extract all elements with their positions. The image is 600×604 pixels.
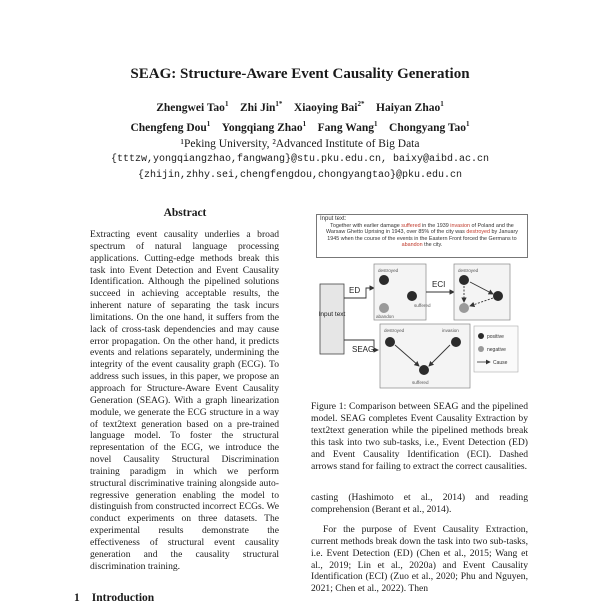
seag-node-suffered-label: suffered: [412, 380, 429, 385]
abstract-heading: Abstract: [163, 207, 207, 219]
seag-node-destroyed-label: destroyed: [384, 328, 405, 333]
eci-node-suffered: [493, 291, 503, 301]
section-title: Introduction: [91, 592, 155, 604]
author-affiliation-mark: 1*: [275, 100, 283, 108]
input-text-segment: of Poland and the Warsaw Ghetto Uprising in 1943, over 85% of the city was: [326, 223, 514, 236]
author-affiliation-mark: 1: [440, 100, 444, 108]
event-trigger-word: abandon: [401, 241, 423, 248]
eci-node-abandon: [459, 303, 469, 313]
abstract-text: Extracting event causality underlies a broad spectrum of natural language processing applications. Cutting-edge methods break this task into Event Detection and Event Causality Identification. Although the pipelined solutions succeed in achieving acceptable results, the inherent nature of separating the task incurs limitations. On the one hand, it suffers from the lack of cross-task dependencies and may cause error propagation. On the other hand, it predicts events and relations separately, undermining the integrity of the event causality graph (ECG). To address such issues, in this paper, we propose an approach for Structure-Aware Event Causality Generation (SEAG). With a graph linearization module, we generate the ECG structure in a way of text2text generation based on a pre-trained language model. To foster the structural representation of the ECG, we introduce the novel Causality Structural Discrimination training paradigm in which we perform structural discriminative training alongside auto-regressive generation enabling the model to distinguish from constructed incorrect ECGs. We conduct experiments on three datasets. The experimental results demonstrate the effectiveness of structural event causality generation and the causality structural discrimination training.: [90, 229, 279, 572]
author-affiliation-mark: 1: [466, 119, 470, 128]
eci-node-destroyed-label: destroyed: [458, 268, 479, 273]
author-name: Chengfeng Dou: [130, 121, 207, 134]
figure-diagram: [314, 260, 530, 398]
seag-node-destroyed: [385, 337, 395, 347]
figure-input-text-box: [316, 214, 528, 258]
eci-label: ECI: [432, 280, 446, 289]
email-line-2: {zhijin,zhhy.sei,chengfengdou,chongyangtao}@pku.edu.cn: [137, 169, 463, 181]
author-line-2: [0, 116, 600, 136]
input-text-block: [320, 284, 344, 354]
seag-node-invasion-label: invasion: [442, 328, 459, 333]
author-name: Xiaoying Bai: [293, 101, 358, 114]
ed-node-abandon-label: abandon: [376, 314, 394, 319]
author-affiliation-mark: 2*: [357, 100, 365, 108]
legend-cause: Cause: [493, 360, 508, 366]
author-block: [0, 96, 600, 184]
author-affiliation-mark: 1: [224, 100, 229, 108]
seag-output-box: [380, 324, 470, 388]
input-text-segment: Together with earlier damage: [330, 223, 402, 230]
author-name: Fang Wang: [317, 121, 375, 134]
event-trigger-word: destroyed: [466, 229, 491, 236]
input-text-segment: in the 1939: [420, 223, 451, 230]
author-name: Yongqiang Zhao: [221, 121, 303, 134]
section-number: 1: [74, 592, 80, 604]
event-trigger-word: suffered: [401, 223, 421, 230]
ed-node-suffered: [407, 291, 417, 301]
figure-caption: Figure 1: Comparison between SEAG and the pipelined model. SEAG completes Event Causality Extraction by text2text generation while the pipelined methods break this task into two sub-tasks, i.e., Event Detection (ED) and Event Causality Identification (ECI). Dashed arrows stand for failing to extract the correct causalities.: [311, 401, 528, 472]
author-line-1: [0, 96, 600, 116]
body-paragraph-2: For the purpose of Event Causality Extraction, current methods break down the task into two sub-tasks, i.e. Event Detection (ED) (Chen et al., 2015; Wang et al., 2019; Lin et al., 2020a) and Event Causality Identification (ECI) (Zuo et al., 2020; Phu and Nguyen, 2021; Chen et al., 2022). Then: [311, 523, 528, 595]
paper-title: SEAG: Structure-Aware Event Causality Generation: [130, 66, 470, 82]
author-name: Haiyan Zhao: [376, 101, 441, 114]
figure-input-label: Input text:: [320, 216, 347, 222]
seag-label: SEAG: [352, 345, 375, 354]
ed-node-suffered-label: suffered: [414, 303, 431, 308]
email-line-1: {tttzw,yongqiangzhao,fangwang}@stu.pku.edu.cn, baixy@aibd.ac.cn: [110, 153, 490, 165]
author-name: Chongyang Tao: [389, 121, 467, 134]
affiliation: ¹Peking University, ²Advanced Institute of Big Data: [180, 137, 420, 150]
ed-label: ED: [349, 286, 361, 295]
legend-positive-swatch: [478, 333, 484, 339]
author-name: Zhengwei Tao: [156, 101, 225, 114]
input-text-segment: by January 1945 when the course of the events in the Eastern Front forced the Germans to: [327, 229, 518, 242]
right-column-body: [311, 492, 528, 603]
author-affiliation-mark: 1: [206, 119, 211, 128]
author-affiliation-mark: 1: [374, 119, 378, 128]
input-text-block-label-1: Input text: [318, 311, 346, 318]
section-heading: [74, 592, 166, 604]
ed-node-destroyed: [379, 275, 389, 285]
input-text-segment: the city.: [422, 241, 443, 248]
seag-node-suffered: [419, 365, 429, 375]
figure-input-text: [320, 223, 524, 248]
author-affiliation-mark: 1: [302, 119, 307, 128]
event-trigger-word: invasion: [450, 223, 471, 230]
ed-node-destroyed-label: destroyed: [378, 268, 399, 273]
author-name: Zhi Jin: [239, 101, 276, 114]
ed-node-abandon: [379, 303, 389, 313]
body-paragraph-1: casting (Hashimoto et al., 2014) and reading comprehension (Berant et al., 2014).: [311, 492, 528, 515]
legend-positive: positive: [487, 334, 504, 340]
legend-negative-swatch: [478, 346, 484, 352]
seag-node-invasion: [451, 337, 461, 347]
legend-negative: negative: [487, 347, 506, 353]
eci-node-destroyed: [459, 275, 469, 285]
